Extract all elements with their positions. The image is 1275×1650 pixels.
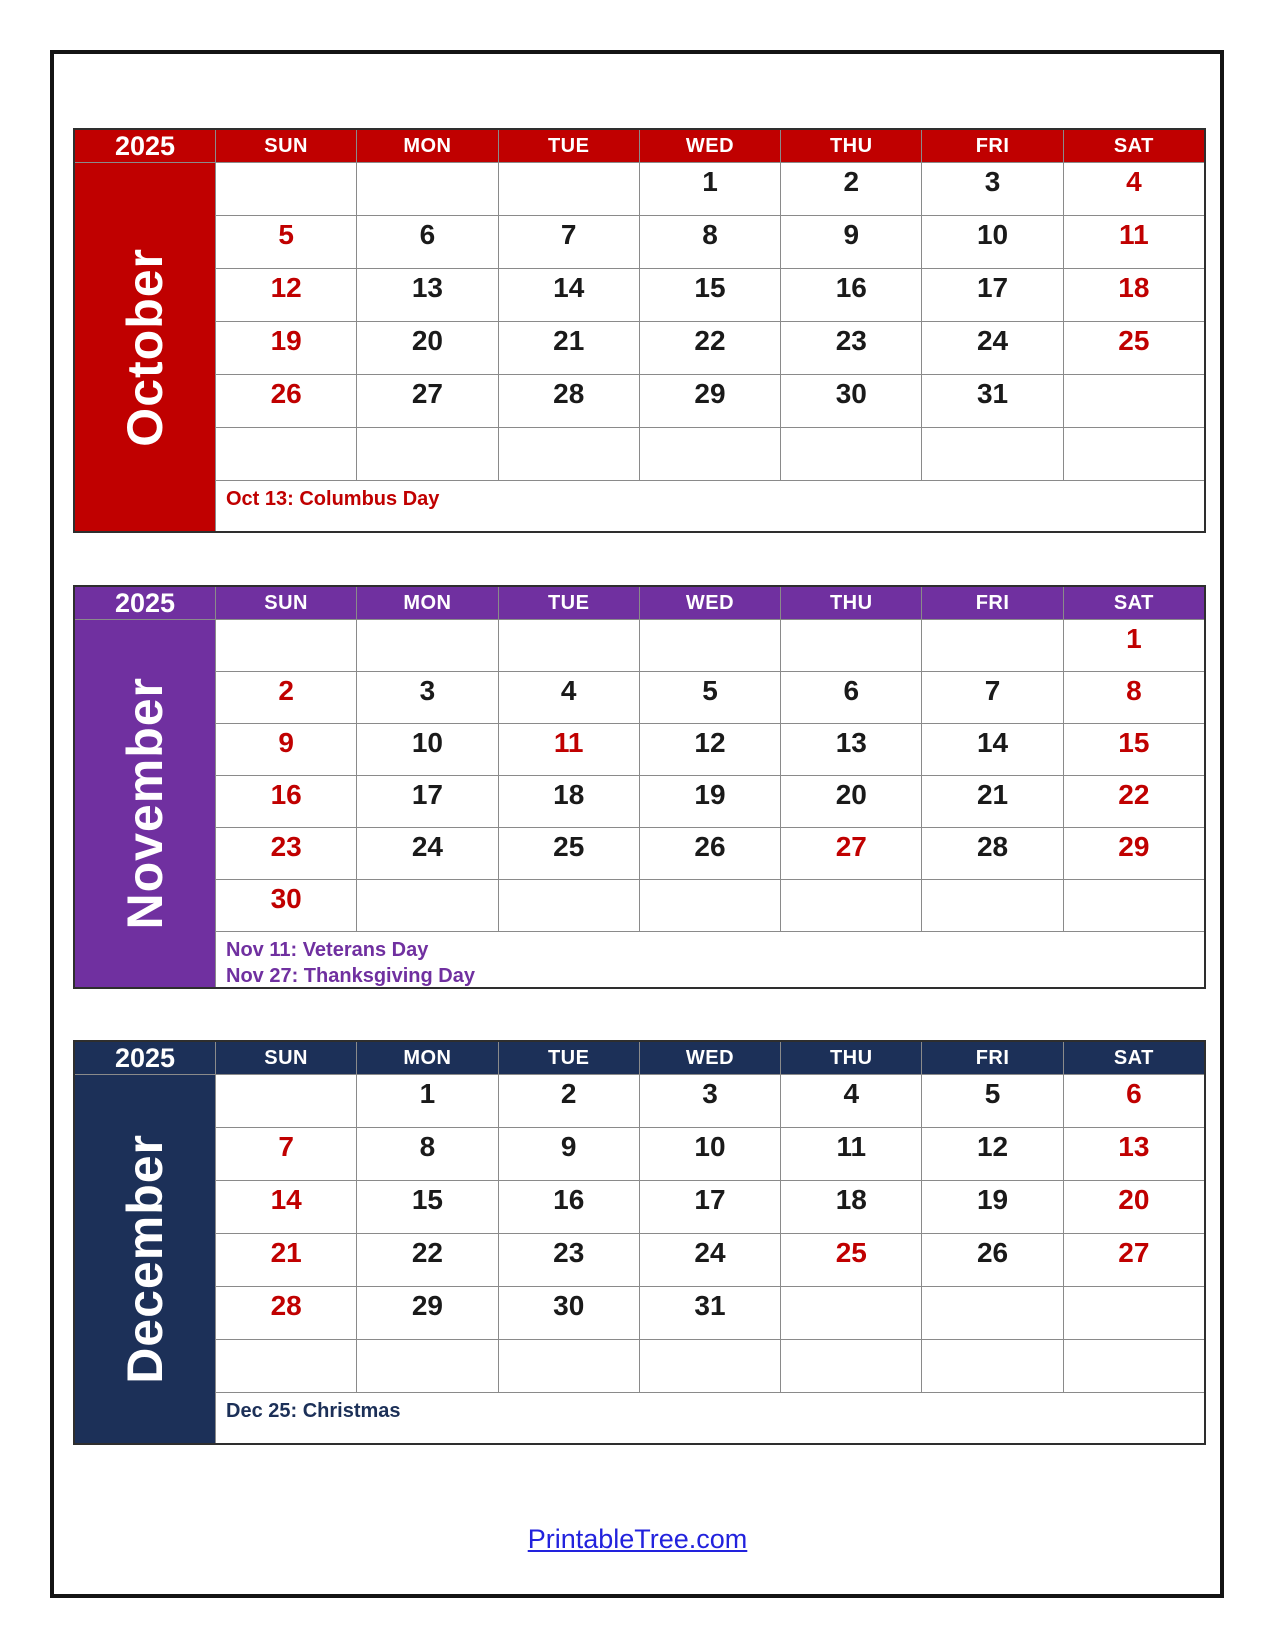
- date-cell: 25: [1064, 322, 1204, 374]
- date-cell: 6: [357, 216, 497, 268]
- empty-cell: [357, 428, 497, 480]
- empty-cell: [499, 428, 639, 480]
- empty-cell: [1064, 428, 1204, 480]
- date-cell: 18: [499, 776, 639, 827]
- date-cell: 25: [781, 1234, 921, 1286]
- year-label: 2025: [75, 1042, 215, 1074]
- weekday-header-sat: SAT: [1064, 130, 1204, 162]
- date-cell: 5: [216, 216, 356, 268]
- holiday-notes: [216, 1393, 1204, 1443]
- empty-cell: [1064, 1340, 1204, 1392]
- empty-cell: [357, 163, 497, 215]
- date-cell: 23: [216, 828, 356, 879]
- date-cell: 29: [1064, 828, 1204, 879]
- date-cell: 4: [1064, 163, 1204, 215]
- date-cell: 12: [922, 1128, 1062, 1180]
- date-cell: 23: [781, 322, 921, 374]
- weekday-header-fri: FRI: [922, 587, 1062, 619]
- date-cell: 23: [499, 1234, 639, 1286]
- date-cell: 16: [499, 1181, 639, 1233]
- date-cell: 30: [216, 880, 356, 931]
- date-cell: 17: [922, 269, 1062, 321]
- weekday-header-sat: SAT: [1064, 1042, 1204, 1074]
- date-cell: 1: [357, 1075, 497, 1127]
- empty-cell: [216, 163, 356, 215]
- date-cell: 27: [357, 375, 497, 427]
- date-cell: 14: [216, 1181, 356, 1233]
- date-cell: 13: [781, 724, 921, 775]
- weekday-header-tue: TUE: [499, 130, 639, 162]
- empty-cell: [216, 1340, 356, 1392]
- empty-cell: [922, 880, 1062, 931]
- weekday-header-wed: WED: [640, 1042, 780, 1074]
- date-cell: 17: [640, 1181, 780, 1233]
- holiday-notes: [216, 932, 1204, 987]
- weekday-header-fri: FRI: [922, 1042, 1062, 1074]
- date-cell: 17: [357, 776, 497, 827]
- empty-cell: [922, 1287, 1062, 1339]
- holiday-note: Oct 13: Columbus Day: [226, 488, 440, 510]
- date-cell: 26: [640, 828, 780, 879]
- empty-cell: [1064, 1287, 1204, 1339]
- date-cell: 14: [922, 724, 1062, 775]
- weekday-header-sat: SAT: [1064, 587, 1204, 619]
- date-cell: 7: [922, 672, 1062, 723]
- date-cell: 20: [781, 776, 921, 827]
- date-cell: 3: [640, 1075, 780, 1127]
- date-cell: 24: [922, 322, 1062, 374]
- date-cell: 8: [1064, 672, 1204, 723]
- empty-cell: [216, 428, 356, 480]
- empty-cell: [922, 1340, 1062, 1392]
- date-cell: 28: [499, 375, 639, 427]
- december-calendar: [73, 1040, 1206, 1445]
- date-cell: 15: [640, 269, 780, 321]
- holiday-note: Nov 11: Veterans Day: [226, 939, 429, 961]
- weekday-header-tue: TUE: [499, 1042, 639, 1074]
- weekday-header-thu: THU: [781, 587, 921, 619]
- date-cell: 2: [216, 672, 356, 723]
- date-cell: 11: [1064, 216, 1204, 268]
- empty-cell: [357, 1340, 497, 1392]
- weekday-header-wed: WED: [640, 130, 780, 162]
- november-calendar: [73, 585, 1206, 989]
- empty-cell: [640, 620, 780, 671]
- date-cell: 18: [781, 1181, 921, 1233]
- date-cell: 30: [499, 1287, 639, 1339]
- date-cell: 19: [640, 776, 780, 827]
- date-cell: 4: [781, 1075, 921, 1127]
- date-cell: 11: [781, 1128, 921, 1180]
- empty-cell: [216, 620, 356, 671]
- date-cell: 10: [640, 1128, 780, 1180]
- date-cell: 20: [357, 322, 497, 374]
- date-cell: 27: [1064, 1234, 1204, 1286]
- date-cell: 22: [640, 322, 780, 374]
- date-cell: 21: [499, 322, 639, 374]
- date-cell: 9: [781, 216, 921, 268]
- date-cell: 12: [640, 724, 780, 775]
- empty-cell: [781, 1340, 921, 1392]
- month-sidebar: [75, 620, 215, 987]
- date-cell: 26: [216, 375, 356, 427]
- date-cell: 7: [216, 1128, 356, 1180]
- date-cell: 6: [1064, 1075, 1204, 1127]
- date-cell: 22: [357, 1234, 497, 1286]
- weekday-header-sun: SUN: [216, 130, 356, 162]
- date-cell: 10: [357, 724, 497, 775]
- date-cell: 9: [216, 724, 356, 775]
- date-cell: 16: [781, 269, 921, 321]
- empty-cell: [781, 620, 921, 671]
- date-cell: 31: [922, 375, 1062, 427]
- month-name: November: [117, 677, 173, 930]
- empty-cell: [357, 620, 497, 671]
- empty-cell: [499, 1340, 639, 1392]
- date-cell: 30: [781, 375, 921, 427]
- month-name: October: [117, 247, 173, 447]
- date-cell: 13: [357, 269, 497, 321]
- page-footer: [0, 1524, 1275, 1555]
- date-cell: 24: [640, 1234, 780, 1286]
- empty-cell: [922, 428, 1062, 480]
- date-cell: 21: [922, 776, 1062, 827]
- date-cell: 26: [922, 1234, 1062, 1286]
- date-cell: 5: [922, 1075, 1062, 1127]
- date-cell: 2: [781, 163, 921, 215]
- weekday-header-sun: SUN: [216, 1042, 356, 1074]
- date-cell: 9: [499, 1128, 639, 1180]
- empty-cell: [781, 428, 921, 480]
- month-sidebar: [75, 1075, 215, 1443]
- empty-cell: [640, 428, 780, 480]
- date-cell: 13: [1064, 1128, 1204, 1180]
- date-cell: 22: [1064, 776, 1204, 827]
- weekday-header-thu: THU: [781, 1042, 921, 1074]
- date-cell: 25: [499, 828, 639, 879]
- empty-cell: [922, 620, 1062, 671]
- date-cell: 20: [1064, 1181, 1204, 1233]
- empty-cell: [216, 1075, 356, 1127]
- weekday-header-wed: WED: [640, 587, 780, 619]
- weekday-header-mon: MON: [357, 1042, 497, 1074]
- date-cell: 14: [499, 269, 639, 321]
- weekday-header-mon: MON: [357, 587, 497, 619]
- empty-cell: [499, 620, 639, 671]
- empty-cell: [781, 880, 921, 931]
- empty-cell: [499, 163, 639, 215]
- holiday-note: Nov 27: Thanksgiving Day: [226, 965, 475, 987]
- date-cell: 19: [922, 1181, 1062, 1233]
- date-cell: 3: [357, 672, 497, 723]
- month-sidebar: [75, 163, 215, 531]
- date-cell: 10: [922, 216, 1062, 268]
- weekday-header-fri: FRI: [922, 130, 1062, 162]
- weekday-header-sun: SUN: [216, 587, 356, 619]
- date-cell: 15: [357, 1181, 497, 1233]
- date-cell: 7: [499, 216, 639, 268]
- date-cell: 2: [499, 1075, 639, 1127]
- empty-cell: [357, 880, 497, 931]
- date-cell: 6: [781, 672, 921, 723]
- holiday-note: Dec 25: Christmas: [226, 1400, 401, 1422]
- year-label: 2025: [75, 130, 215, 162]
- holiday-notes: [216, 481, 1204, 531]
- date-cell: 1: [1064, 620, 1204, 671]
- date-cell: 15: [1064, 724, 1204, 775]
- date-cell: 24: [357, 828, 497, 879]
- date-cell: 29: [357, 1287, 497, 1339]
- date-cell: 8: [640, 216, 780, 268]
- date-cell: 29: [640, 375, 780, 427]
- empty-cell: [640, 880, 780, 931]
- date-cell: 12: [216, 269, 356, 321]
- date-cell: 19: [216, 322, 356, 374]
- weekday-header-thu: THU: [781, 130, 921, 162]
- date-cell: 16: [216, 776, 356, 827]
- empty-cell: [499, 880, 639, 931]
- site-link[interactable]: PrintableTree.com: [527, 1524, 748, 1554]
- date-cell: 8: [357, 1128, 497, 1180]
- date-cell: 5: [640, 672, 780, 723]
- date-cell: 11: [499, 724, 639, 775]
- date-cell: 28: [922, 828, 1062, 879]
- empty-cell: [781, 1287, 921, 1339]
- date-cell: 27: [781, 828, 921, 879]
- date-cell: 21: [216, 1234, 356, 1286]
- date-cell: 4: [499, 672, 639, 723]
- month-name: December: [117, 1134, 173, 1384]
- date-cell: 3: [922, 163, 1062, 215]
- date-cell: 28: [216, 1287, 356, 1339]
- weekday-header-mon: MON: [357, 130, 497, 162]
- year-label: 2025: [75, 587, 215, 619]
- date-cell: 1: [640, 163, 780, 215]
- weekday-header-tue: TUE: [499, 587, 639, 619]
- empty-cell: [640, 1340, 780, 1392]
- empty-cell: [1064, 880, 1204, 931]
- date-cell: 18: [1064, 269, 1204, 321]
- date-cell: 31: [640, 1287, 780, 1339]
- empty-cell: [1064, 375, 1204, 427]
- october-calendar: [73, 128, 1206, 533]
